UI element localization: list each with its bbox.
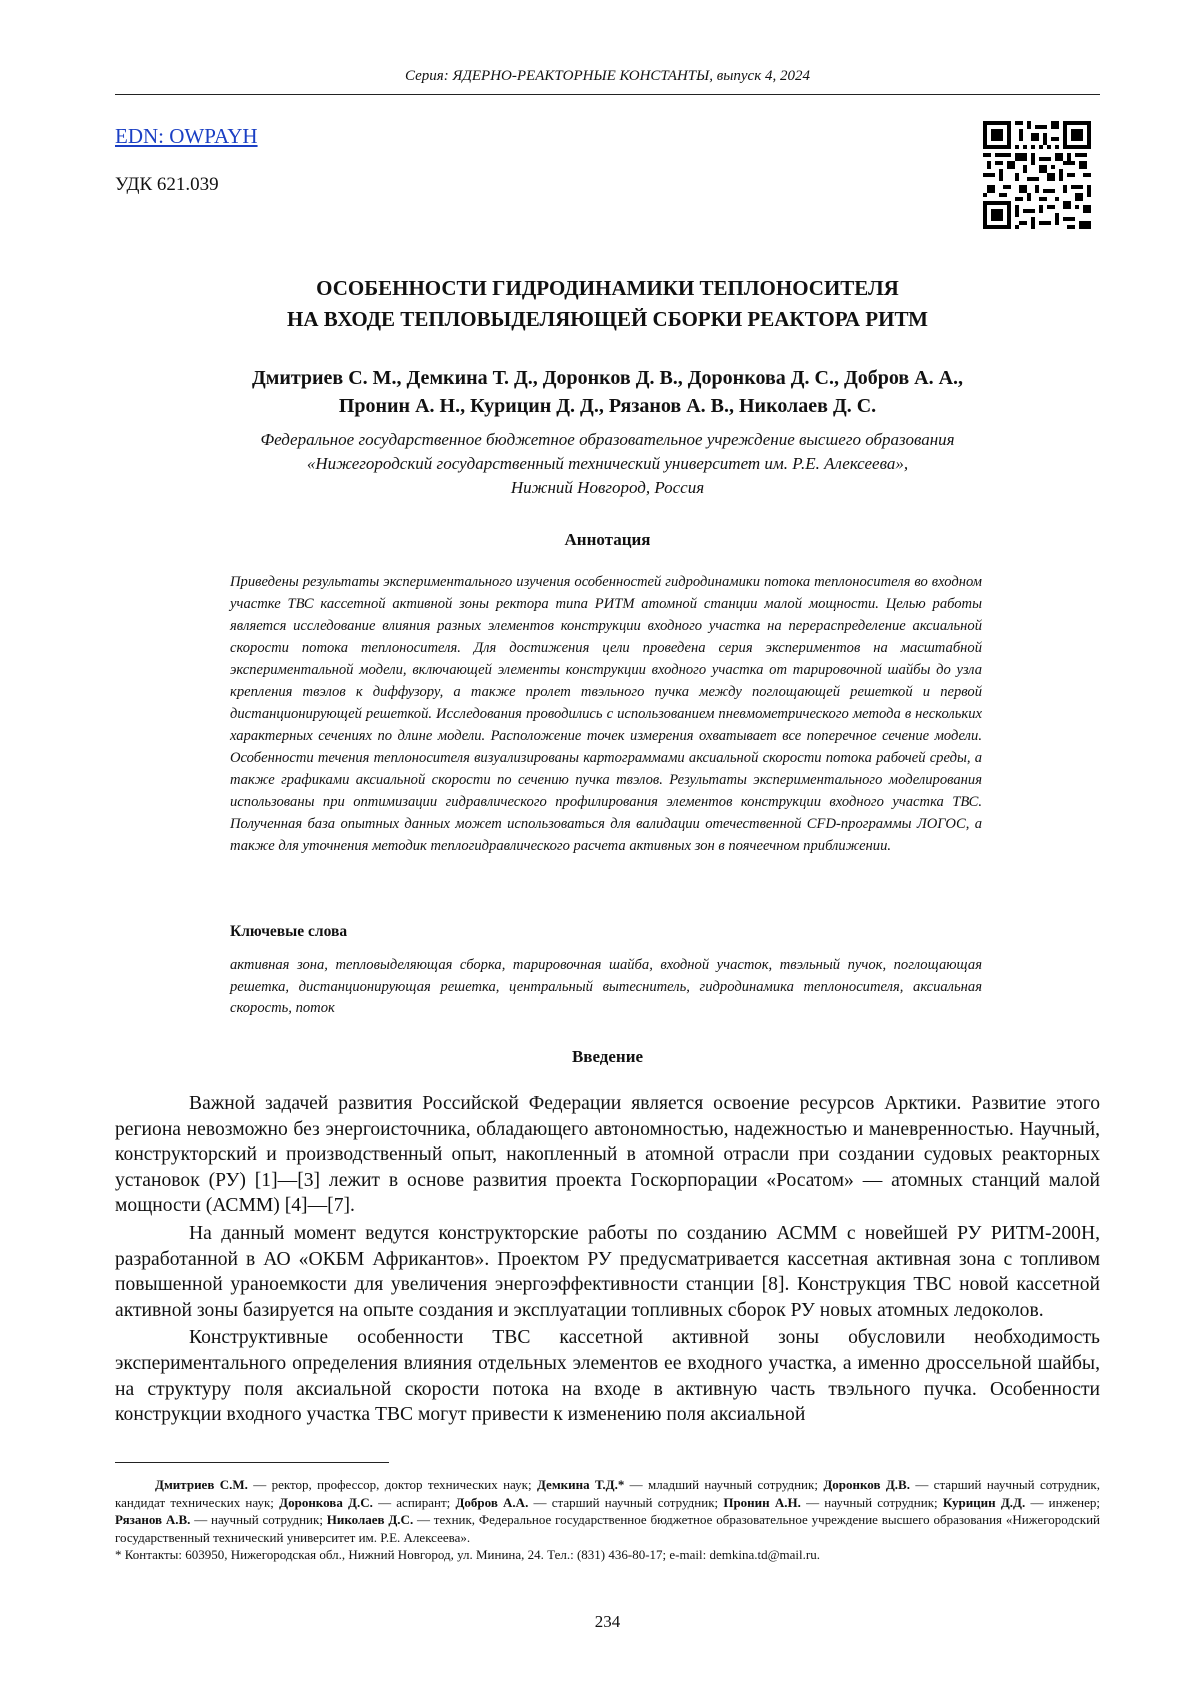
footnote-author-name: Дмитриев С.М.	[155, 1477, 248, 1492]
title-line-1: ОСОБЕННОСТИ ГИДРОДИНАМИКИ ТЕПЛОНОСИТЕЛЯ	[115, 273, 1100, 304]
footnote-author-name: Демкина Т.Д.*	[537, 1477, 624, 1492]
abstract-heading: Аннотация	[115, 530, 1100, 550]
footnote-contacts: * Контакты: 603950, Нижегородская обл., Нижний Новгород, ул. Минина, 24. Тел.: (831) 436-80-17; e-mail: demkina.td@mail.ru.	[115, 1546, 1100, 1564]
footnote-author-name: Курицин Д.Д.	[943, 1495, 1025, 1510]
footnote-author-name: Добров А.А.	[455, 1495, 528, 1510]
footnote-author-role: — научный сотрудник;	[801, 1495, 943, 1510]
keywords-text: активная зона, тепловыделяющая сборка, тарировочная шайба, входной участок, твэльный пучок, поглощающая решетка, дистанционирующая решетка, центральный вытеснитель, гидродинамика теплоносителя, аксиальная скорость, поток	[230, 955, 982, 1020]
affiliation-line-2: «Нижегородский государственный технический университет им. Р.Е. Алексеева»,	[115, 452, 1100, 476]
running-header	[115, 68, 1100, 85]
keywords-heading: Ключевые слова	[230, 923, 347, 941]
footnote-author-role: — инженер;	[1025, 1495, 1100, 1510]
title-line-2: НА ВХОДЕ ТЕПЛОВЫДЕЛЯЮЩЕЙ СБОРКИ РЕАКТОРА РИТМ	[115, 304, 1100, 335]
intro-paragraph-1: Важной задачей развития Российской Федерации является освоение ресурсов Арктики. Развитие этого региона невозможно без энергоисточника, обладающего автономностью, надежностью и маневренностью. Научный, конструкторский и производственный опыт, накопленный в атомной отрасли при создании судовых реакторных установок (РУ) [1]—[3] лежит в основе развития проекта Госкорпорации «Росатом» — атомных станций малой мощности (АСММ) [4]—[7].	[115, 1091, 1100, 1219]
introduction-heading: Введение	[115, 1047, 1100, 1067]
page-number: 234	[115, 1612, 1100, 1632]
footnote-author-role: — младший научный сотрудник;	[624, 1477, 823, 1492]
edn-link[interactable]: EDN: OWPAYH	[115, 124, 258, 149]
footnote	[115, 1476, 1100, 1564]
footnote-author-name: Доронкова Д.С.	[279, 1495, 373, 1510]
footnote-author-role: — ректор, профессор, доктор технических наук;	[248, 1477, 537, 1492]
footnote-author-name: Николаев Д.С.	[327, 1512, 413, 1527]
footnote-authors	[115, 1476, 1100, 1546]
footnote-author-name: Пронин А.Н.	[723, 1495, 801, 1510]
article-title	[115, 273, 1100, 335]
affiliation-line-1: Федеральное государственное бюджетное образовательное учреждение высшего образования	[115, 428, 1100, 452]
authors-line-1: Дмитриев С. М., Демкина Т. Д., Доронков Д. В., Доронкова Д. С., Добров А. А.,	[115, 364, 1100, 392]
abstract-text: Приведены результаты экспериментального изучения особенностей гидродинамики потока теплоносителя во входном участке ТВС кассетной активной зоны ректора типа РИТМ атомной станции малой мощности. Целью работы является исследование влияния разных элементов конструкции входного участка на перераспределение аксиальной скорости потока теплоносителя. Для достижения цели проведена серия экспериментов на масштабной экспериментальной модели, включающей элементы конструкции входного участка от тарировочной шайбы до узла крепления твэлов к диффузору, а также пролет твэльного пучка между поглощающей решеткой и первой дистанционирующей решеткой. Исследования проводились с использованием пневмометрического метода в нескольких характерных сечениях по длине модели. Расположение точек измерения охватывает все поперечное сечение модели. Особенности течения теплоносителя визуализированы картограммами аксиальной скорости потока рабочей среды, а также графиками аксиальной скорости по сечению пучка твэлов. Результаты экспериментального моделирования использованы при оптимизации гидравлического профилирования элементов конструкции входного участка ТВС. Полученная база опытных данных может использоваться для валидации отечественной CFD-программы ЛОГОС, а также для уточнения методик теплогидравлического расчета активных зон в поячеечном приближении.	[230, 571, 982, 857]
series-label: Серия:	[405, 68, 449, 84]
introduction-body	[115, 1091, 1100, 1430]
author-list	[115, 364, 1100, 420]
footnote-author-role: — аспирант;	[373, 1495, 456, 1510]
intro-paragraph-3: Конструктивные особенности ТВС кассетной активной зоны обусловили необходимость экспериментального определения влияния отдельных элементов ее входного участка, а именно дроссельной шайбы, на структуру поля аксиальной скорости потока на входе в активную часть твэльного пучка. Особенности конструкции входного участка ТВС могут привести к изменению поля аксиальной	[115, 1325, 1100, 1427]
footnote-author-name: Доронков Д.В.	[823, 1477, 910, 1492]
qr-code-icon	[983, 121, 1091, 229]
footnote-author-role: — техник, Федеральное государственное бюджетное образовательное учреждение высшего образования «Нижегородский государственный технический университет им. Р.Е. Алексеева».	[115, 1512, 1100, 1545]
series-name: ЯДЕРНО-РЕАКТОРНЫЕ КОНСТАНТЫ, выпуск 4, 2024	[452, 68, 810, 84]
udk-code: УДК 621.039	[115, 174, 219, 196]
affiliation-line-3: Нижний Новгород, Россия	[115, 476, 1100, 500]
intro-paragraph-2: На данный момент ведутся конструкторские работы по созданию АСММ с новейшей РУ РИТМ-200Н, разработанной в АО «ОКБМ Африкантов». Проектом РУ предусматривается кассетная активная зона с топливом повышенной ураноемкости для увеличения энергоэффективности станции [8]. Конструкция ТВС новой кассетной активной зоны базируется на опыте создания и эксплуатации топливных сборок РУ новых атомных ледоколов.	[115, 1221, 1100, 1323]
footnote-author-role: — старший научный сотрудник;	[528, 1495, 723, 1510]
footnote-author-role: — старший научный сотрудник, кандидат технических наук;	[115, 1477, 1100, 1510]
header-rule	[115, 94, 1100, 95]
footnote-author-name: Рязанов А.В.	[115, 1512, 190, 1527]
authors-line-2: Пронин А. Н., Курицин Д. Д., Рязанов А. В., Николаев Д. С.	[115, 392, 1100, 420]
footnote-author-role: — научный сотрудник;	[190, 1512, 326, 1527]
footnote-rule	[115, 1462, 389, 1463]
affiliation	[115, 428, 1100, 500]
